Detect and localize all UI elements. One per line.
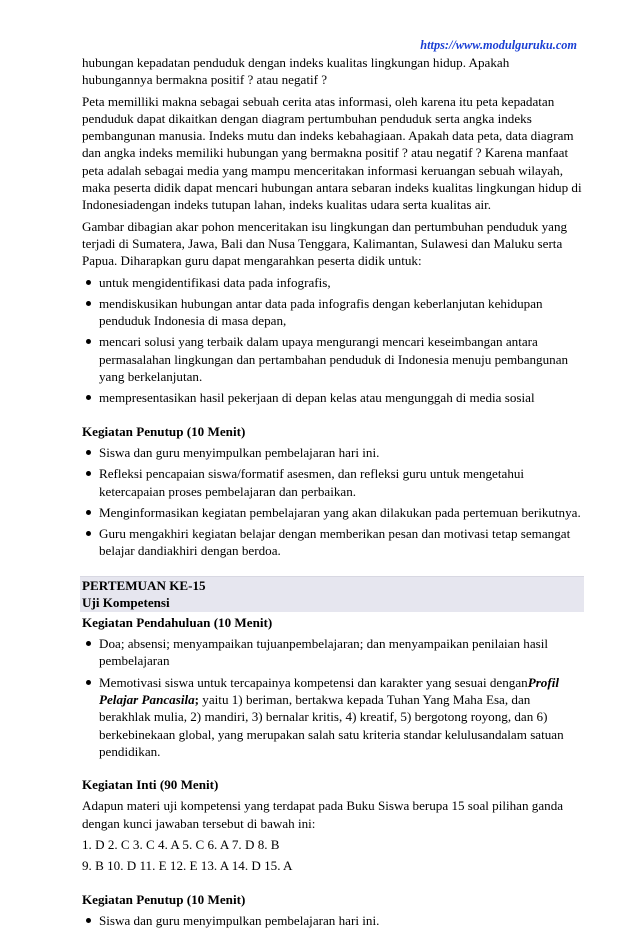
answer-key-line: 1. D 2. C 3. C 4. A 5. C 6. A 7. D 8. B	[82, 836, 280, 852]
pertemuan-banner	[80, 576, 584, 612]
penutup-bullet-list	[82, 912, 582, 929]
list-item: Siswa dan guru menyimpulkan pembelajaran hari ini.	[82, 912, 582, 929]
profil-pelajar-pancasila-emphasis: Profil Pelajar Pancasila	[99, 674, 559, 707]
list-item: mencari solusi yang terbaik dalam upaya mengurangi mencari keseimbangan antara permasalahan lingkungan dan pertambahan penduduk di Indonesia menuju pembangunan yang berkelanjutan.	[82, 333, 582, 385]
list-item: mendiskusikan hubungan antar data pada infografis dengan keberlanjutan kehidupan penduduk Indonesia di masa depan,	[82, 295, 582, 330]
list-item: Guru mengakhiri kegiatan belajar dengan memberikan pesan dan motivasi tetap semangat belajar dandiakhiri dengan berdoa.	[82, 525, 582, 560]
list-item: mempresentasikan hasil pekerjaan di depan kelas atau mengunggah di media sosial	[82, 389, 582, 406]
list-item	[82, 674, 582, 760]
pertemuan-title: PERTEMUAN KE-15	[82, 577, 206, 593]
intro-paragraph: Gambar dibagian akar pohon menceritakan isu lingkungan dan pertumbuhan penduduk yang terjadi di Sumatera, Jawa, Bali dan Nusa Tenggara, Kalimantan, Sulawesi dan Maluku serta Papua. Diharapkan guru dapat mengarahkan peserta didik untuk:	[82, 218, 568, 269]
inti-paragraph: Adapun materi uji kompetensi yang terdapat pada Buku Siswa berupa 15 soal pilihan ganda dengan kunci jawaban tersebut di bawah ini:	[82, 798, 564, 831]
list-item: untuk mengidentifikasi data pada infografis,	[82, 274, 582, 291]
list-item: Menginformasikan kegiatan pembelajaran yang akan dilakukan pada pertemuan berikutnya.	[82, 504, 582, 521]
header-url-link[interactable]: https://www.modulguruku.com	[420, 38, 577, 52]
pendahuluan-bullet-list	[82, 635, 582, 760]
intro-bullet-list	[82, 274, 582, 407]
penutup-heading: Kegiatan Penutup (10 Menit)	[82, 891, 246, 907]
pendahuluan-heading: Kegiatan Pendahuluan (10 Menit)	[82, 614, 273, 630]
list-item: Refleksi pencapaian siswa/formatif asesmen, dan refleksi guru untuk mengetahui ketercapaian proses pembelajaran dan perbaikan.	[82, 465, 582, 500]
list-item: Doa; absensi; menyampaikan tujuanpembelajaran; dan menyampaikan penilaian hasil pembelajaran	[82, 635, 582, 670]
motivasi-text-continued: yaitu 1) beriman, bertakwa kepada Tuhan Yang Maha Esa, dan berakhlak mulia, 2) mandiri, 3) bernalar kritis, 4) kreatif, 5) bergotong royong, dan 6) berkebinekaan global, yang merupakan salah satu kriteria standar kelulusandalam satuan pendidikan.	[99, 691, 564, 759]
page-content	[82, 54, 582, 933]
inti-heading: Kegiatan Inti (90 Menit)	[82, 777, 219, 793]
answer-key-line: 9. B 10. D 11. E 12. E 13. A 14. D 15. A	[82, 858, 293, 874]
penutup-bullet-list	[82, 444, 582, 560]
intro-paragraph: Peta memilliki makna sebagai sebuah cerita atas informasi, oleh karena itu peta kepadatan penduduk dapat dikaitkan dengan diagram pertumbuhan penduduk serta angka indeks pembangunan manusia. Indeks mutu dan indeks kebahagiaan. Apakah data peta, data diagram dan angka indeks memiliki hubungan yang bermakna positif ? atau negatif ? Karena manfaat peta adalah sebagai media yang mampu menceritakan informasi keruangan sebuah wilayah, maka peserta didik dapat mencari hubungan antara sebaran indeks kualitas lingkungan hidup di Indonesiadengan indeks tutupan lahan, indeks kualitas udara serta kualitas air.	[82, 93, 582, 213]
pertemuan-subtitle: Uji Kompetensi	[82, 595, 170, 611]
intro-paragraph: hubungan kepadatan penduduk dengan indeks kualitas lingkungan hidup. Apakah hubungannya bermakna positif ? atau negatif ?	[82, 55, 510, 88]
list-item: Siswa dan guru menyimpulkan pembelajaran hari ini.	[82, 444, 582, 461]
motivasi-text: Memotivasi siswa untuk tercapainya kompetensi dan karakter yang sesuai dengan	[99, 674, 528, 690]
penutup-heading: Kegiatan Penutup (10 Menit)	[82, 423, 246, 439]
answer-key	[82, 836, 582, 875]
semicolon: ;	[194, 691, 200, 707]
